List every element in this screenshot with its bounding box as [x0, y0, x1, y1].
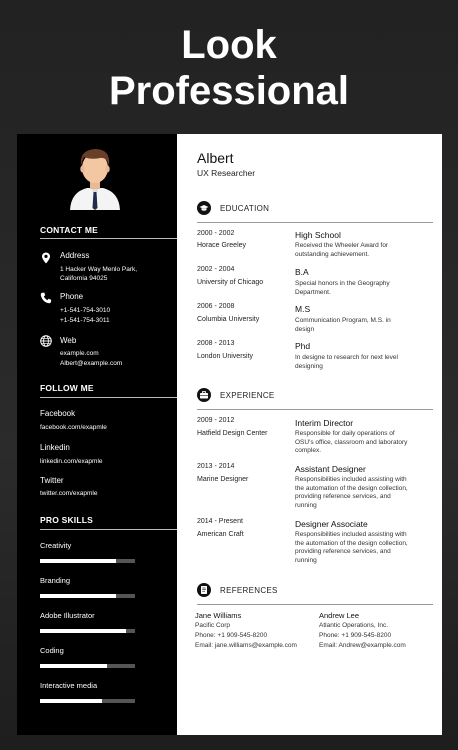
reference-phone: Phone: +1 909-545-8200	[195, 632, 268, 639]
social-link-twitter: twitter.com/exapmle	[40, 490, 98, 497]
divider	[40, 397, 177, 398]
experience-company: American Craft	[197, 531, 244, 538]
skill-label: Creativity	[40, 541, 72, 550]
divider	[197, 222, 433, 223]
education-desc: In designe to research for next level designing	[295, 354, 398, 370]
reference-email: Email: Andrew@example.com	[319, 642, 406, 649]
education-degree: High School	[295, 230, 341, 240]
reference-company: Pacific Corp	[195, 622, 231, 629]
briefcase-icon	[197, 388, 211, 402]
skill-bar-fill	[40, 594, 116, 598]
skill-bar	[40, 629, 135, 633]
experience-company: Hatfield Design Center	[197, 430, 268, 437]
education-desc: Special honors in the Geography Department.	[295, 280, 390, 296]
skill-label: Adobe Illustrator	[40, 611, 95, 620]
references-section-title: REFERENCES	[220, 586, 278, 595]
phone-number: +1-541-754-3011	[60, 317, 110, 324]
resume-preview[interactable]	[17, 134, 442, 735]
education-school: London University	[197, 353, 254, 360]
education-section-title: EDUCATION	[220, 204, 270, 213]
graduation-cap-icon	[197, 201, 211, 215]
social-link-linkedin: linkedin.com/exapmle	[40, 458, 103, 465]
phone-icon	[40, 292, 52, 304]
address-label: Address	[60, 251, 90, 260]
globe-icon	[40, 335, 52, 347]
skill-bar-fill	[40, 699, 102, 703]
experience-company: Marine Designer	[197, 476, 249, 483]
education-date: 2006 - 2008	[197, 303, 235, 310]
divider	[40, 238, 177, 239]
reference-phone: Phone: +1 909-545-8200	[319, 632, 392, 639]
reference-email: Email: jane.williams@example.com	[195, 642, 297, 649]
headline-line-1: Look	[181, 23, 277, 67]
divider	[40, 529, 177, 530]
skill-bar	[40, 559, 135, 563]
divider	[197, 409, 433, 410]
skills-section-title: PRO SKILLS	[40, 515, 94, 525]
education-degree: Phd	[295, 341, 311, 351]
resume-main	[177, 134, 442, 735]
experience-desc: Responsible for daily operations of OSU's office, classroom and laboratory complex.	[295, 430, 408, 454]
skill-bar	[40, 699, 135, 703]
contact-section-title: CONTACT ME	[40, 225, 99, 235]
experience-date: 2009 - 2012	[197, 417, 235, 424]
education-degree: M.S	[295, 304, 311, 314]
reference-name: Andrew Lee	[319, 611, 360, 620]
social-label-linkedin: Linkedin	[40, 443, 70, 452]
education-desc: Received the Wheeler Award for outstanding achievement.	[295, 242, 389, 258]
resume-sidebar	[17, 134, 177, 735]
skill-bar	[40, 664, 135, 668]
experience-desc: Responsibilities included assisting with the automation of the design collection, providing reference services, and running	[295, 476, 408, 509]
education-desc: Communication Program, M.S. in design	[295, 317, 391, 333]
skill-label: Coding	[40, 646, 64, 655]
education-school: Columbia University	[197, 316, 260, 323]
experience-title: Assistant Designer	[295, 464, 366, 474]
phone-number: +1-541-754-3010	[60, 307, 111, 314]
address-line: California 94025	[60, 275, 108, 282]
email: Albert@example.com	[60, 360, 123, 367]
headline-line-2: Professional	[108, 69, 350, 113]
reference-name: Jane Williams	[195, 611, 242, 620]
experience-title: Designer Associate	[295, 519, 368, 529]
social-link-facebook: facebook.com/exapmle	[40, 424, 107, 431]
skill-label: Interactive media	[40, 681, 98, 690]
reference-company: Atlantic Operations, Inc.	[319, 622, 389, 629]
document-icon	[197, 583, 211, 597]
skill-bar-fill	[40, 559, 116, 563]
experience-date: 2014 - Present	[197, 518, 243, 525]
candidate-role: UX Researcher	[197, 168, 256, 178]
phone-label: Phone	[60, 292, 84, 301]
location-pin-icon	[40, 252, 52, 264]
skill-bar	[40, 594, 135, 598]
experience-date: 2013 - 2014	[197, 463, 235, 470]
skill-label: Branding	[40, 576, 71, 585]
avatar	[67, 144, 123, 210]
social-label-facebook: Facebook	[40, 409, 76, 418]
social-label-twitter: Twitter	[40, 476, 64, 485]
education-date: 2000 - 2002	[197, 230, 235, 237]
web-label: Web	[60, 336, 77, 345]
skill-bar-fill	[40, 629, 126, 633]
education-date: 2002 - 2004	[197, 266, 235, 273]
headline	[0, 22, 458, 114]
education-school: University of Chicago	[197, 279, 264, 286]
experience-desc: Responsibilities included assisting with the automation of the design collection, providing reference services, and running	[295, 531, 408, 564]
experience-section-title: EXPERIENCE	[220, 391, 275, 400]
experience-title: Interim Director	[295, 418, 354, 428]
website: example.com	[60, 350, 99, 357]
divider	[197, 604, 433, 605]
education-date: 2008 - 2013	[197, 340, 235, 347]
candidate-name: Albert	[197, 150, 234, 166]
follow-section-title: FOLLOW ME	[40, 383, 94, 393]
address-line: 1 Hacker Way Menlo Park,	[60, 266, 138, 273]
education-degree: B.A	[295, 267, 309, 277]
education-school: Horace Greeley	[197, 242, 247, 249]
skill-bar-fill	[40, 664, 107, 668]
